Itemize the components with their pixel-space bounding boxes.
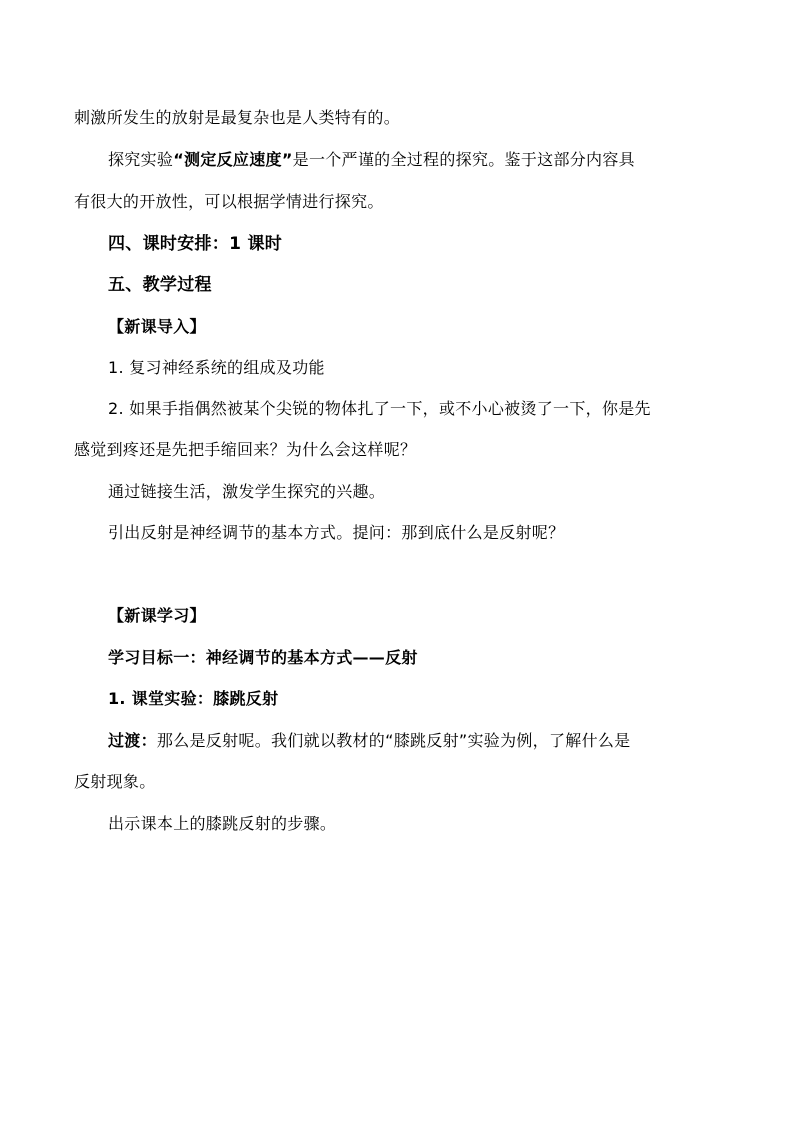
paragraph-experiment [108,150,635,170]
paragraph-line: 感觉到疼还是先把手缩回来？为什么会这样呢？ [74,440,417,459]
list-item: 1. 复习神经系统的组成及功能 [108,358,325,377]
list-item: 2. 如果手指偶然被某个尖锐的物体扎了一下，或不小心被烫了一下，你是先 [108,399,651,418]
text-run: 探究实验 [108,150,174,169]
text-run: 是一个严谨的全过程的探究。鉴于这部分内容具 [292,150,635,169]
emphasis-text: 过渡： [108,731,157,750]
paragraph-line: 出示课本上的膝跳反射的步骤。 [108,814,337,833]
emphasis-text: “测定反应速度” [173,150,293,169]
subsection-heading-learning: 【新课学习】 [108,606,206,625]
subsection-heading-intro: 【新课导入】 [108,317,206,336]
paragraph-line: 有很大的开放性，可以根据学情进行探究。 [74,192,384,211]
paragraph-line: 引出反射是神经调节的基本方式。提问：那到底什么是反射呢？ [108,523,565,542]
experiment-title: 1. 课堂实验：膝跳反射 [108,689,279,708]
learning-goal: 学习目标一：神经调节的基本方式——反射 [108,648,418,667]
paragraph-line: 反射现象。 [74,772,156,791]
paragraph-transition [108,731,631,751]
paragraph-line: 刺激所发生的放射是最复杂也是人类特有的。 [74,108,401,127]
text-run: 那么是反射呢。我们就以教材的“膝跳反射”实验为例，了解什么是 [156,731,631,750]
section-heading-process: 五、教学过程 [108,275,212,295]
paragraph-line: 通过链接生活，激发学生探究的兴趣。 [108,482,386,501]
section-heading-schedule: 四、课时安排：1 课时 [108,234,283,254]
